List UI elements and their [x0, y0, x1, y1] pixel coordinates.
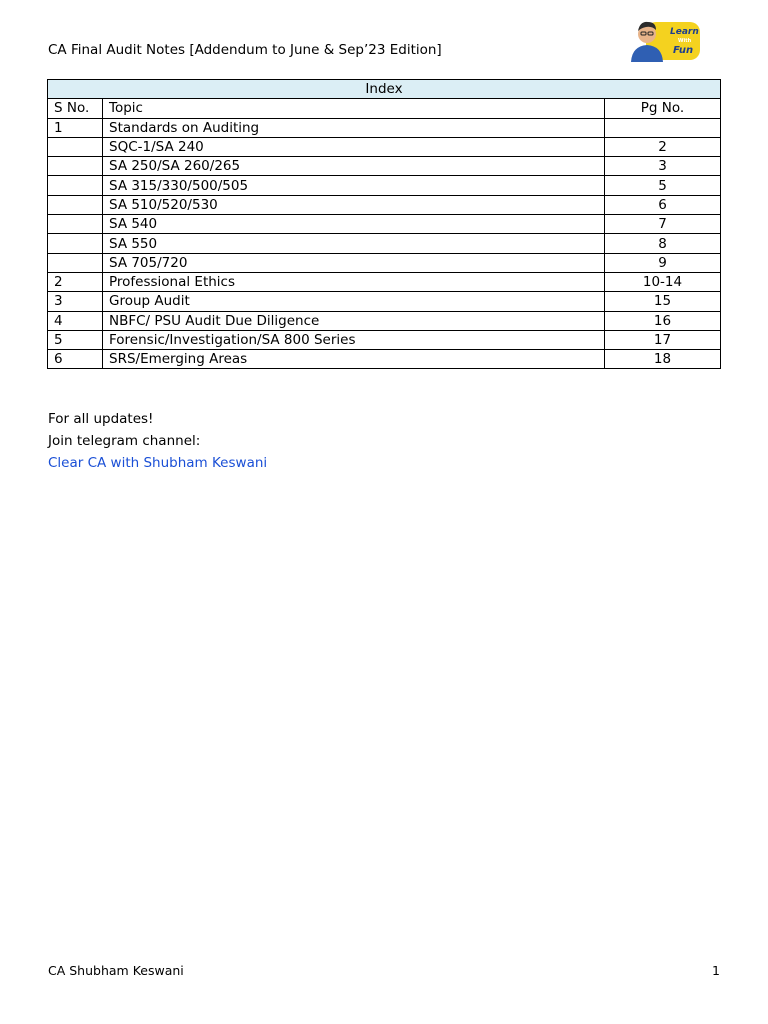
- table-row: [48, 137, 721, 156]
- row-page: 18: [605, 350, 721, 369]
- row-sno: [48, 157, 103, 176]
- row-topic: SA 250/SA 260/265: [103, 157, 605, 176]
- table-row: [48, 176, 721, 195]
- row-page: 7: [605, 215, 721, 234]
- updates-section: [48, 408, 267, 474]
- table-row: [48, 215, 721, 234]
- row-sno: [48, 234, 103, 253]
- row-topic: Standards on Auditing: [103, 118, 605, 137]
- row-sno: [48, 176, 103, 195]
- row-sno: 2: [48, 272, 103, 291]
- row-topic: SRS/Emerging Areas: [103, 350, 605, 369]
- row-page: 15: [605, 292, 721, 311]
- row-topic: NBFC/ PSU Audit Due Diligence: [103, 311, 605, 330]
- index-title: Index: [48, 80, 721, 99]
- table-row: [48, 234, 721, 253]
- row-page: 3: [605, 157, 721, 176]
- row-topic: Group Audit: [103, 292, 605, 311]
- row-sno: [48, 215, 103, 234]
- table-row: [48, 330, 721, 349]
- footer-page-number: 1: [712, 963, 720, 978]
- row-sno: 3: [48, 292, 103, 311]
- column-header-topic: Topic: [103, 99, 605, 118]
- table-row: [48, 311, 721, 330]
- row-topic: SA 510/520/530: [103, 195, 605, 214]
- row-sno: 6: [48, 350, 103, 369]
- table-row: [48, 253, 721, 272]
- learn-with-fun-logo: [626, 16, 702, 64]
- row-topic: SQC-1/SA 240: [103, 137, 605, 156]
- row-topic: SA 550: [103, 234, 605, 253]
- index-title-row: [48, 80, 721, 99]
- row-page: 16: [605, 311, 721, 330]
- row-page: 5: [605, 176, 721, 195]
- table-row: [48, 292, 721, 311]
- telegram-channel-link[interactable]: Clear CA with Shubham Keswani: [48, 455, 268, 471]
- row-topic: SA 315/330/500/505: [103, 176, 605, 195]
- telegram-line: Join telegram channel:: [48, 433, 201, 449]
- row-page: 9: [605, 253, 721, 272]
- row-page: [605, 118, 721, 137]
- row-sno: 1: [48, 118, 103, 137]
- table-row: [48, 350, 721, 369]
- row-topic: SA 705/720: [103, 253, 605, 272]
- table-row: [48, 157, 721, 176]
- updates-line: For all updates!: [48, 411, 154, 427]
- table-row: [48, 118, 721, 137]
- svg-text:Fun: Fun: [673, 45, 694, 56]
- row-sno: 4: [48, 311, 103, 330]
- row-sno: [48, 253, 103, 272]
- row-topic: Professional Ethics: [103, 272, 605, 291]
- row-topic: Forensic/Investigation/SA 800 Series: [103, 330, 605, 349]
- table-row: [48, 195, 721, 214]
- row-page: 6: [605, 195, 721, 214]
- svg-text:With: With: [678, 38, 692, 44]
- footer-author: CA Shubham Keswani: [48, 963, 184, 978]
- column-header-page: Pg No.: [605, 99, 721, 118]
- document-header-title: CA Final Audit Notes [Addendum to June & Sep’23 Edition]: [48, 42, 442, 58]
- row-page: 8: [605, 234, 721, 253]
- row-page: 17: [605, 330, 721, 349]
- row-page: 2: [605, 137, 721, 156]
- row-sno: 5: [48, 330, 103, 349]
- svg-text:Learn: Learn: [670, 27, 699, 37]
- row-page: 10-14: [605, 272, 721, 291]
- row-sno: [48, 137, 103, 156]
- column-header-sno: S No.: [48, 99, 103, 118]
- index-table: [47, 79, 721, 369]
- index-header-row: [48, 99, 721, 118]
- row-topic: SA 540: [103, 215, 605, 234]
- row-sno: [48, 195, 103, 214]
- table-row: [48, 272, 721, 291]
